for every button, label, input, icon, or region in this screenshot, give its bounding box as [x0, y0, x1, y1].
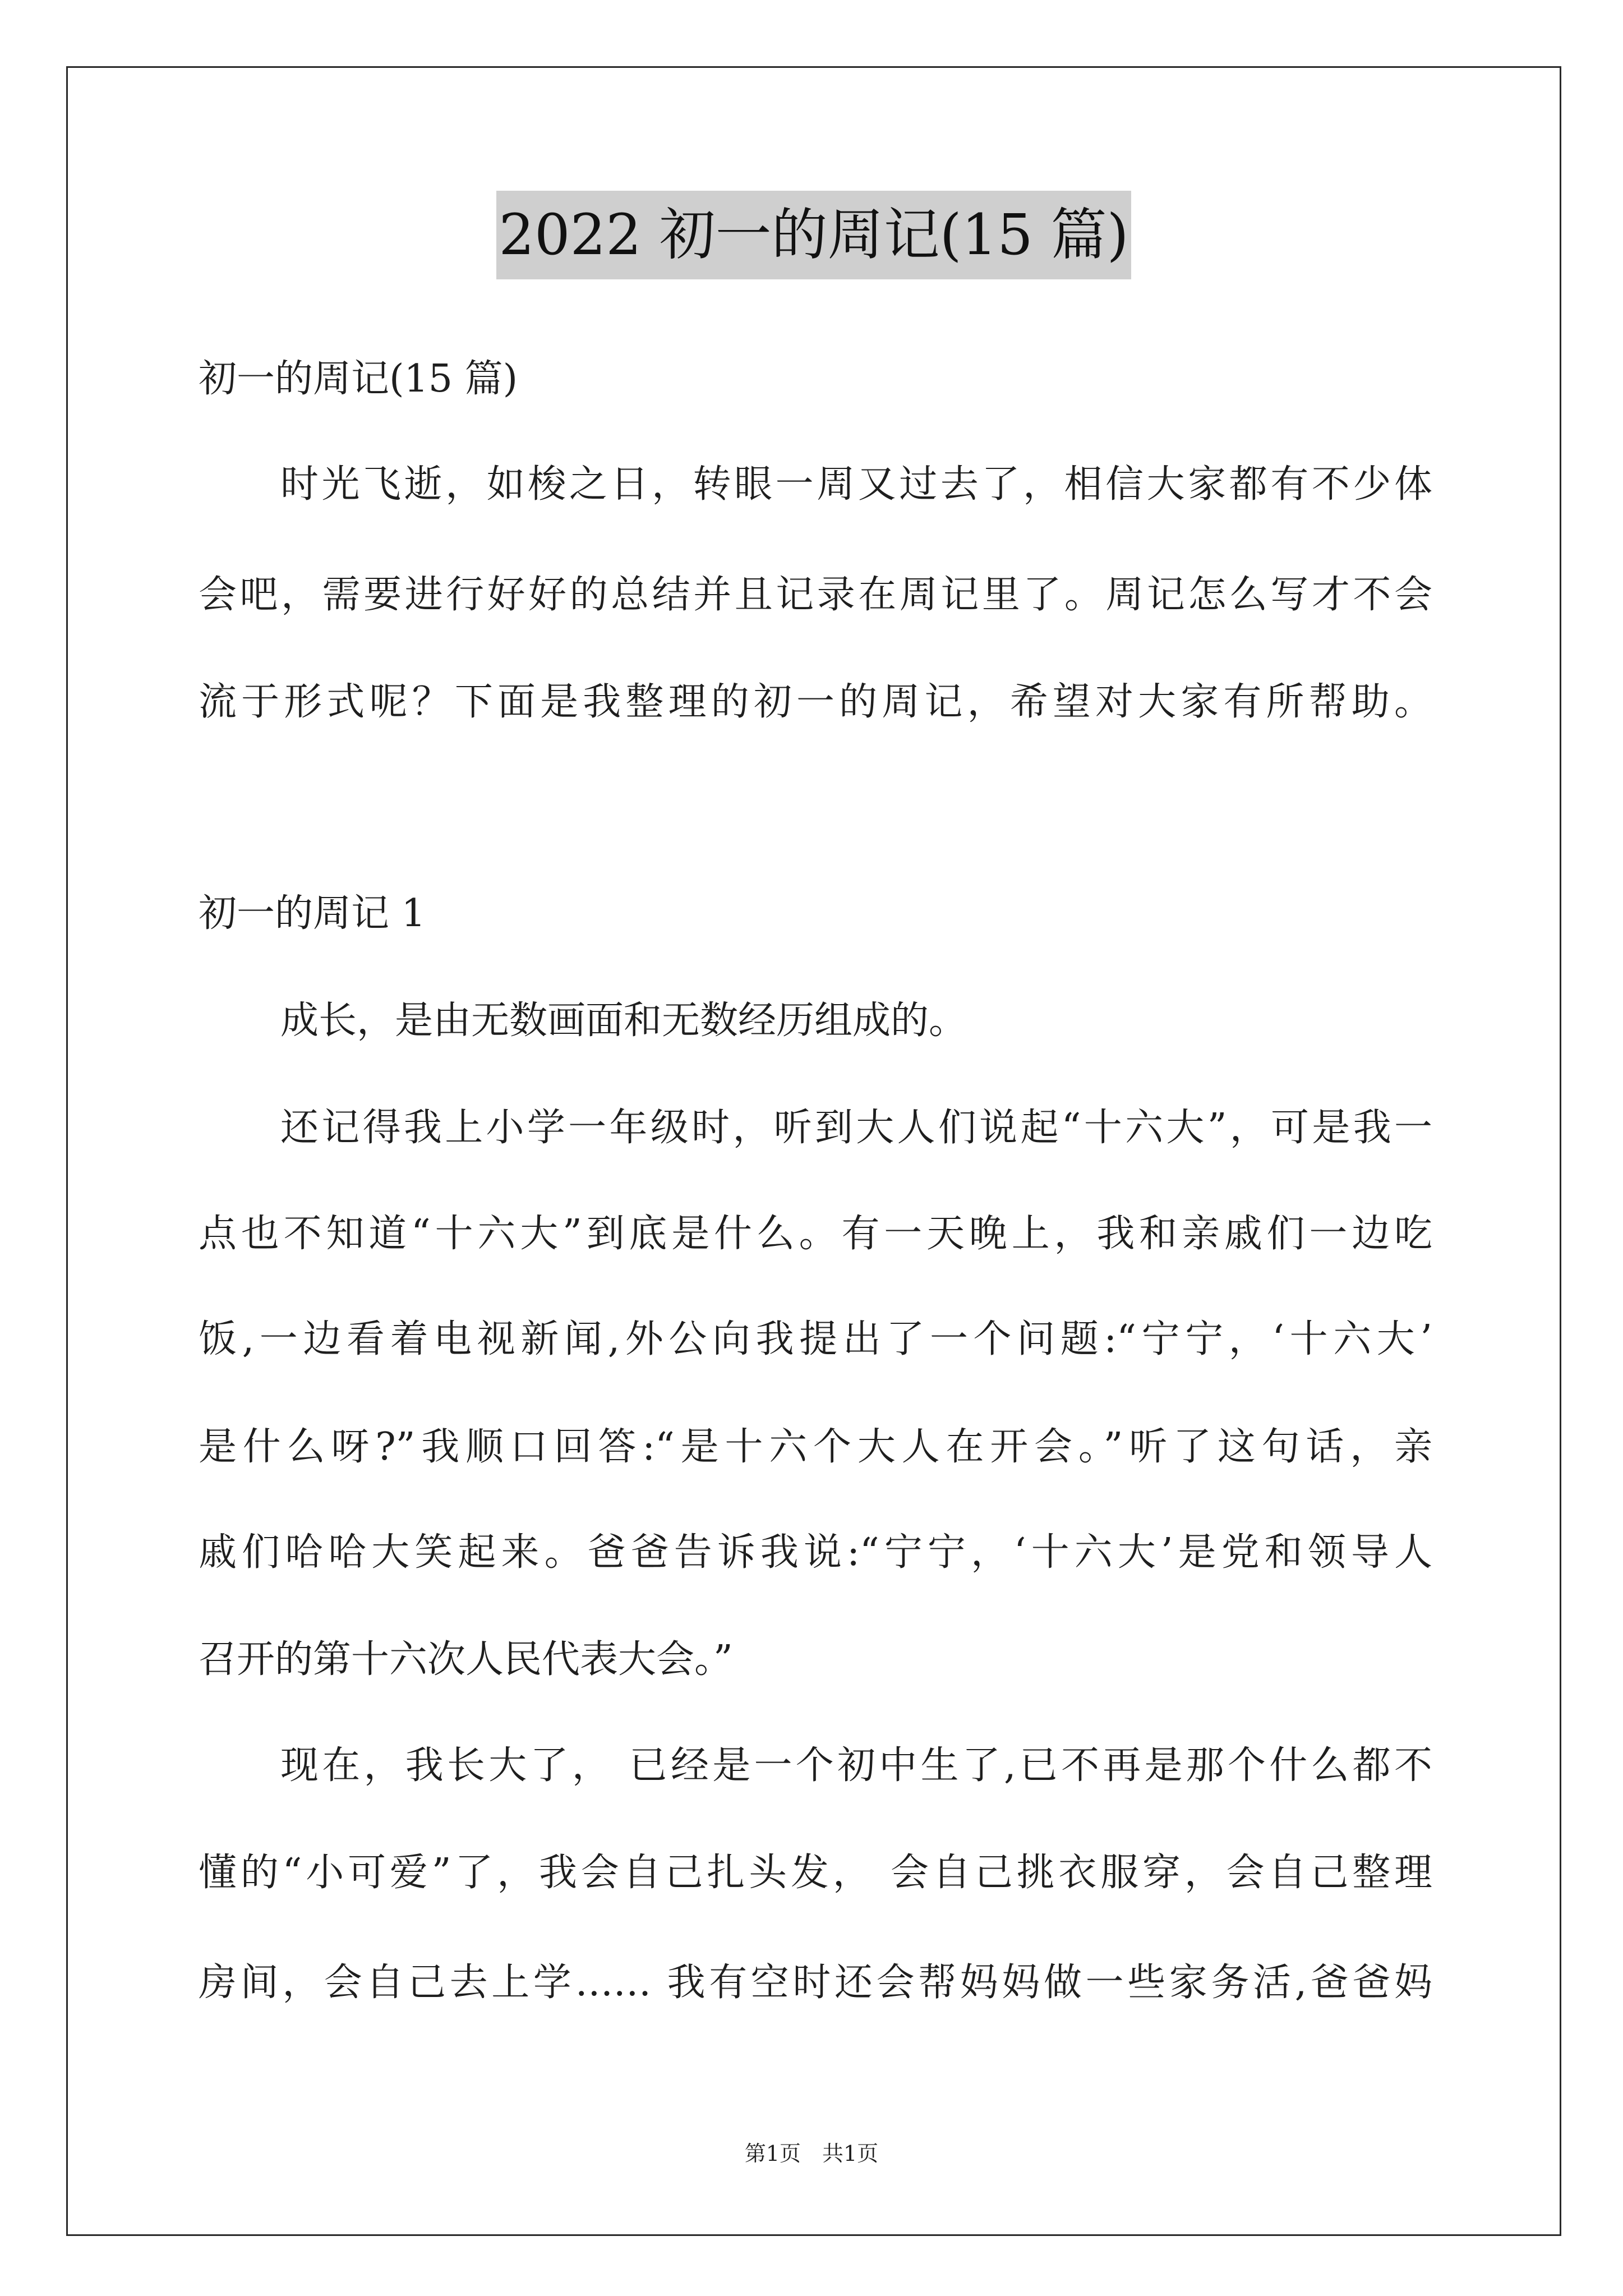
document-title: 2022 初一的周记(15 篇) [496, 191, 1131, 279]
paragraph-line: 召开的第十六次人民代表大会。” [199, 1637, 733, 1682]
paragraph-line: 房间，会自己去上学…… 我有空时还会帮妈妈做一些家务活,爸爸妈 [199, 1961, 1432, 2005]
page-number-footer: 第1页 共1页 [744, 2141, 879, 2166]
section-heading: 初一的周记 1 [199, 891, 426, 936]
intro-line: 流于形式呢？下面是我整理的初一的周记，希望对大家有所帮助。 [199, 680, 1432, 724]
intro-line: 会吧，需要进行好好的总结并且记录在周记里了。周记怎么写才不会 [199, 573, 1432, 617]
intro-line: 时光飞逝，如梭之日，转眼一周又过去了，相信大家都有不少体 [280, 462, 1432, 507]
document-subtitle: 初一的周记(15 篇) [199, 357, 518, 401]
paragraph-line: 戚们哈哈大笑起来。爸爸告诉我说:“宁宁，‘十六大’是党和领导人 [199, 1530, 1432, 1575]
paragraph-line: 懂的“小可爱”了，我会自己扎头发， 会自己挑衣服穿，会自己整理 [199, 1851, 1432, 1895]
paragraph-line: 点也不知道“十六大”到底是什么。有一天晚上，我和亲戚们一边吃 [199, 1212, 1432, 1256]
paragraph-line: 还记得我上小学一年级时，听到大人们说起“十六大”，可是我一 [280, 1106, 1432, 1150]
paragraph-line: 成长，是由无数画面和无数经历组成的。 [280, 999, 967, 1043]
paragraph-line: 是什么呀?”我顺口回答:“是十六个大人在开会。”听了这句话，亲 [199, 1425, 1432, 1469]
paragraph-line: 现在，我长大了， 已经是一个初中生了,已不再是那个什么都不 [280, 1743, 1432, 1788]
paragraph-line: 饭,一边看着电视新闻,外公向我提出了一个问题:“宁宁，‘十六大’ [199, 1317, 1432, 1361]
